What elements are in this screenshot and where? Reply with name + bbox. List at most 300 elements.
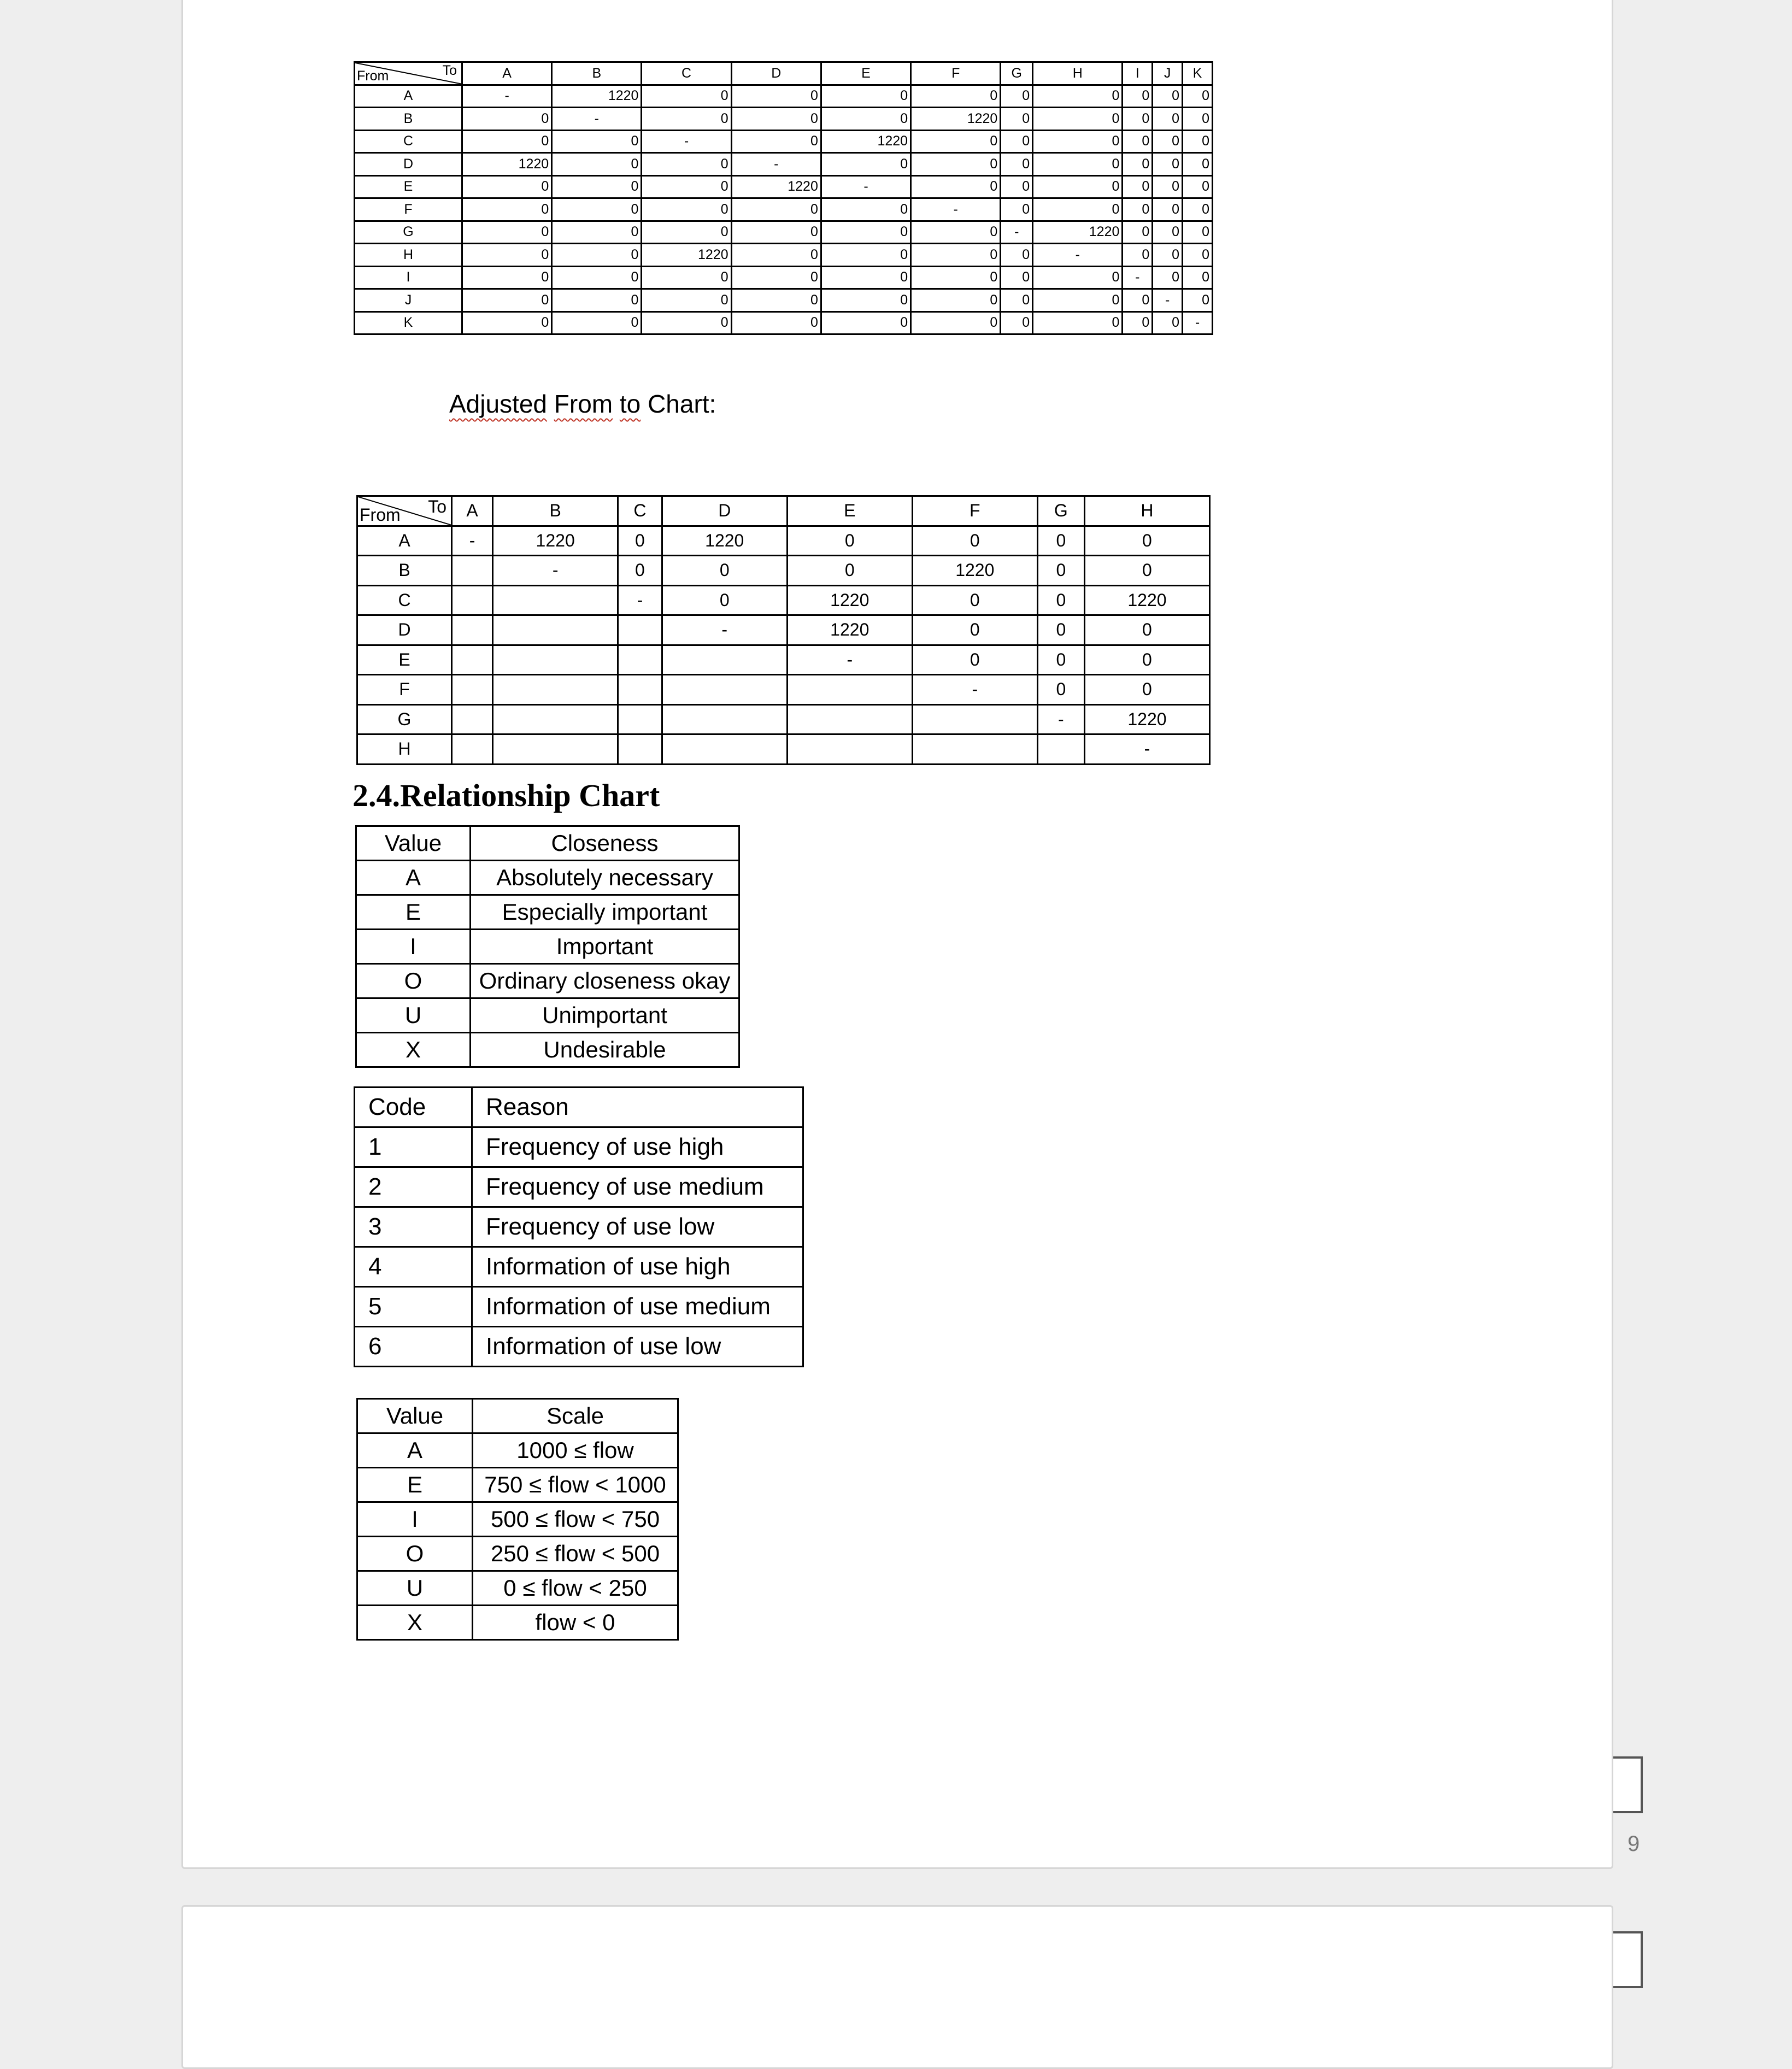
table-cell — [452, 675, 493, 705]
table-cell — [662, 645, 787, 675]
column-header: Scale — [473, 1399, 678, 1433]
table-cell: 0 — [731, 85, 821, 108]
table-cell — [452, 734, 493, 765]
table-cell: 0 — [642, 221, 731, 244]
table-cell: - — [821, 175, 910, 198]
table-cell: - — [911, 198, 1001, 221]
table-cell: 0 — [1123, 85, 1153, 108]
table-cell: 0 — [1037, 526, 1084, 556]
row-header: B — [357, 556, 452, 586]
table-cell: - — [1153, 289, 1183, 312]
table-cell: 1220 — [1084, 585, 1209, 615]
table-cell: - — [552, 108, 642, 131]
table-cell: 0 — [1153, 244, 1183, 267]
table-cell: I — [356, 930, 471, 964]
table-cell: 0 — [1153, 130, 1183, 153]
page-side-marker — [1613, 1931, 1643, 1988]
table-cell: 0 — [731, 221, 821, 244]
table-row — [355, 1287, 803, 1327]
table-cell: 250 ≤ flow < 500 — [473, 1537, 678, 1571]
table-row — [355, 198, 1213, 221]
table-cell: 0 — [1183, 130, 1213, 153]
table-cell: - — [452, 526, 493, 556]
table-cell: 0 — [1037, 556, 1084, 586]
table-cell — [618, 675, 662, 705]
scale-table — [356, 1398, 679, 1641]
table-cell: 0 — [1037, 615, 1084, 645]
table-cell: 0 — [1001, 175, 1033, 198]
table-cell: U — [357, 1571, 473, 1606]
table-cell: 0 — [1001, 108, 1033, 131]
table-cell — [493, 734, 618, 765]
table-cell: 0 — [911, 266, 1001, 289]
table-cell: 0 — [821, 85, 910, 108]
table-cell — [618, 704, 662, 734]
table-cell: 0 — [1123, 221, 1153, 244]
table-row — [355, 266, 1213, 289]
table-row — [355, 1207, 803, 1247]
table-cell: 0 — [552, 153, 642, 176]
table-cell: 0 — [912, 615, 1037, 645]
table-cell: 0 — [1001, 266, 1033, 289]
table-cell: 0 — [1183, 289, 1213, 312]
table-cell: 0 — [912, 526, 1037, 556]
column-header: H — [1033, 62, 1123, 85]
table-cell: 1220 — [911, 108, 1001, 131]
column-header: J — [1153, 62, 1183, 85]
closeness-table — [355, 825, 740, 1068]
table-cell: 0 — [911, 289, 1001, 312]
table-cell: 0 — [1153, 85, 1183, 108]
table-cell — [787, 675, 912, 705]
row-header: C — [355, 130, 462, 153]
table-row — [357, 704, 1210, 734]
table-cell: 0 — [731, 198, 821, 221]
table-cell: flow < 0 — [473, 1606, 678, 1640]
table-cell: 0 — [1183, 153, 1213, 176]
table-row — [356, 964, 739, 998]
table-cell — [452, 556, 493, 586]
table-cell: O — [357, 1537, 473, 1571]
table-cell: Ordinary closeness okay — [471, 964, 739, 998]
table-cell: 1220 — [912, 556, 1037, 586]
table-cell: 1220 — [787, 585, 912, 615]
table-cell: Absolutely necessary — [471, 861, 739, 895]
from-to-chart — [354, 61, 1213, 335]
table-cell: 0 — [1033, 198, 1123, 221]
reason-table — [354, 1086, 804, 1367]
table-cell: 0 — [1001, 198, 1033, 221]
table-cell: - — [1033, 244, 1123, 267]
table-cell: 0 — [912, 585, 1037, 615]
table-row — [357, 615, 1210, 645]
table-cell — [452, 585, 493, 615]
row-header: A — [357, 526, 452, 556]
table-cell: - — [787, 645, 912, 675]
table-cell: 4 — [355, 1247, 472, 1287]
table-cell: 0 — [1183, 221, 1213, 244]
table-cell: 0 — [821, 244, 910, 267]
table-cell: 0 — [1084, 645, 1209, 675]
header-row — [355, 62, 1213, 85]
column-header: Reason — [472, 1088, 803, 1127]
table-row — [357, 734, 1210, 765]
table-cell: 1220 — [1033, 221, 1123, 244]
table-row — [355, 1127, 803, 1167]
table-cell — [912, 734, 1037, 765]
column-header: C — [618, 496, 662, 526]
row-header: I — [355, 266, 462, 289]
table-cell: 0 — [1183, 266, 1213, 289]
table-cell: E — [356, 895, 471, 930]
table-row — [356, 895, 739, 930]
table-cell: 0 — [1153, 311, 1183, 334]
table-cell: U — [356, 998, 471, 1033]
table-row — [357, 585, 1210, 615]
table-cell: - — [1123, 266, 1153, 289]
table-cell: 0 — [642, 108, 731, 131]
row-header: J — [355, 289, 462, 312]
column-header: Code — [355, 1088, 472, 1127]
table-cell: Information of use medium — [472, 1287, 803, 1327]
table-cell: 0 — [911, 311, 1001, 334]
table-cell: 750 ≤ flow < 1000 — [473, 1468, 678, 1502]
table-row — [356, 998, 739, 1033]
table-cell: 0 — [552, 198, 642, 221]
table-cell: 0 — [821, 221, 910, 244]
row-header: B — [355, 108, 462, 131]
table-row — [357, 1433, 678, 1468]
table-row — [356, 1033, 739, 1067]
table-cell: - — [493, 556, 618, 586]
table-cell: 0 — [1123, 175, 1153, 198]
table-cell: 0 — [642, 198, 731, 221]
table-cell: 0 — [1084, 615, 1209, 645]
table-cell: 5 — [355, 1287, 472, 1327]
table-cell — [452, 615, 493, 645]
row-header: K — [355, 311, 462, 334]
table-cell: 0 — [1033, 153, 1123, 176]
table-cell: A — [357, 1433, 473, 1468]
table-cell: 0 — [462, 198, 552, 221]
table-cell: - — [642, 130, 731, 153]
table-cell: Frequency of use low — [472, 1207, 803, 1247]
table-cell: - — [912, 675, 1037, 705]
table-cell: 3 — [355, 1207, 472, 1247]
table-cell: 0 — [911, 85, 1001, 108]
table-cell: 0 — [552, 221, 642, 244]
table-cell: Especially important — [471, 895, 739, 930]
table-cell: 0 — [552, 130, 642, 153]
table-cell: 0 — [1033, 289, 1123, 312]
table-cell: 0 — [618, 526, 662, 556]
header-row — [356, 826, 739, 861]
table-cell: 0 — [911, 153, 1001, 176]
table-cell: 0 — [618, 556, 662, 586]
table-cell: Information of use high — [472, 1247, 803, 1287]
table-cell: 0 — [731, 311, 821, 334]
table-cell: 0 — [1084, 675, 1209, 705]
table-cell: 0 — [462, 108, 552, 131]
table-row — [357, 675, 1210, 705]
table-row — [355, 85, 1213, 108]
table-cell: 0 — [662, 556, 787, 586]
table-cell: 0 — [912, 645, 1037, 675]
row-header: G — [357, 704, 452, 734]
corner-cell — [355, 62, 462, 85]
corner-from-label: From — [357, 68, 389, 84]
page-number: 9 — [1628, 1832, 1640, 1856]
table-cell: 2 — [355, 1167, 472, 1207]
header-row — [355, 1088, 803, 1127]
table-cell — [618, 615, 662, 645]
table-cell: 0 — [731, 130, 821, 153]
table-cell: 1220 — [493, 526, 618, 556]
table-cell: 0 — [1153, 108, 1183, 131]
table-cell: A — [356, 861, 471, 895]
table-cell: 6 — [355, 1327, 472, 1367]
table-cell — [787, 704, 912, 734]
column-header: E — [787, 496, 912, 526]
table-cell: 0 — [1033, 266, 1123, 289]
corner-cell — [357, 496, 452, 526]
table-cell: - — [618, 585, 662, 615]
table-cell: 0 — [911, 130, 1001, 153]
table-cell: 0 — [1183, 85, 1213, 108]
table-cell: Frequency of use high — [472, 1127, 803, 1167]
table-cell: 0 — [1033, 108, 1123, 131]
table-cell — [493, 675, 618, 705]
table-cell: 0 — [552, 266, 642, 289]
table-cell: 0 — [1037, 645, 1084, 675]
table-cell: 0 — [821, 108, 910, 131]
column-header: F — [911, 62, 1001, 85]
table-row — [355, 1327, 803, 1367]
table-cell: 1220 — [787, 615, 912, 645]
table-cell: 0 — [462, 175, 552, 198]
table-cell: 500 ≤ flow < 750 — [473, 1502, 678, 1537]
table-cell: - — [462, 85, 552, 108]
table-row — [357, 1537, 678, 1571]
row-header: A — [355, 85, 462, 108]
table-cell: Important — [471, 930, 739, 964]
table-cell: 0 — [1084, 556, 1209, 586]
table-cell: 1220 — [552, 85, 642, 108]
adjusted-chart-caption: Adjusted From to Chart: — [449, 390, 716, 418]
next-document-page — [181, 1905, 1613, 2069]
table-cell — [618, 734, 662, 765]
column-header: A — [452, 496, 493, 526]
header-row — [357, 1399, 678, 1433]
table-cell: 0 — [1001, 153, 1033, 176]
table-cell: 1000 ≤ flow — [473, 1433, 678, 1468]
table-cell: 0 — [1183, 244, 1213, 267]
table-row — [357, 1468, 678, 1502]
table-cell — [662, 734, 787, 765]
table-cell: 0 — [552, 175, 642, 198]
table-cell: 0 — [462, 266, 552, 289]
table-cell: 0 — [1001, 311, 1033, 334]
column-header: H — [1084, 496, 1209, 526]
table-cell: 0 — [462, 130, 552, 153]
table-cell: 0 — [1123, 311, 1153, 334]
table-cell: E — [357, 1468, 473, 1502]
row-header: F — [357, 675, 452, 705]
table-cell: 0 — [642, 311, 731, 334]
corner-to-label: To — [442, 63, 457, 78]
table-cell: 0 ≤ flow < 250 — [473, 1571, 678, 1606]
table-row — [355, 244, 1213, 267]
table-cell: 0 — [642, 85, 731, 108]
table-cell: 0 — [1183, 108, 1213, 131]
table-cell: X — [357, 1606, 473, 1640]
row-header: D — [355, 153, 462, 176]
row-header: H — [357, 734, 452, 765]
row-header: H — [355, 244, 462, 267]
column-header: K — [1183, 62, 1213, 85]
table-cell: O — [356, 964, 471, 998]
column-header: Value — [357, 1399, 473, 1433]
table-cell: 0 — [462, 311, 552, 334]
corner-from-label: From — [360, 504, 401, 525]
table-cell — [787, 734, 912, 765]
row-header: G — [355, 221, 462, 244]
column-header: B — [552, 62, 642, 85]
column-header: A — [462, 62, 552, 85]
table-cell: 0 — [642, 289, 731, 312]
table-cell: 0 — [1033, 85, 1123, 108]
table-cell: - — [1183, 311, 1213, 334]
table-row — [355, 1247, 803, 1287]
table-cell: 1220 — [731, 175, 821, 198]
table-cell: 0 — [462, 221, 552, 244]
table-row — [355, 1167, 803, 1207]
table-cell: 0 — [1037, 675, 1084, 705]
adjusted-from-to-chart — [356, 495, 1211, 765]
table-row — [356, 861, 739, 895]
table-row — [357, 526, 1210, 556]
table-row — [357, 556, 1210, 586]
table-cell: 0 — [552, 289, 642, 312]
table-cell: 0 — [642, 266, 731, 289]
table-cell: - — [1001, 221, 1033, 244]
table-row — [355, 153, 1213, 176]
table-cell: 0 — [821, 198, 910, 221]
table-cell — [1037, 734, 1084, 765]
table-cell: 0 — [787, 526, 912, 556]
table-cell: 0 — [911, 244, 1001, 267]
table-cell: 0 — [731, 266, 821, 289]
table-row — [355, 221, 1213, 244]
column-header: C — [642, 62, 731, 85]
table-cell: 0 — [1153, 221, 1183, 244]
table-cell — [662, 704, 787, 734]
table-cell — [493, 585, 618, 615]
table-cell: 0 — [662, 585, 787, 615]
table-cell — [493, 645, 618, 675]
table-row — [355, 311, 1213, 334]
column-header: D — [731, 62, 821, 85]
table-cell: 0 — [787, 556, 912, 586]
table-cell: 0 — [462, 289, 552, 312]
table-cell: 0 — [731, 244, 821, 267]
table-cell: 0 — [1123, 289, 1153, 312]
table-cell: 1 — [355, 1127, 472, 1167]
table-cell: 0 — [911, 221, 1001, 244]
section-heading: 2.4.Relationship Chart — [352, 778, 660, 813]
column-header: G — [1001, 62, 1033, 85]
table-cell: 0 — [731, 289, 821, 312]
table-cell: - — [1084, 734, 1209, 765]
table-cell: 1220 — [821, 130, 910, 153]
row-header: C — [357, 585, 452, 615]
page-side-marker — [1613, 1756, 1643, 1813]
table-cell: 0 — [1037, 585, 1084, 615]
table-cell: 0 — [1033, 175, 1123, 198]
table-row — [356, 930, 739, 964]
table-cell: - — [1037, 704, 1084, 734]
table-cell: X — [356, 1033, 471, 1067]
table-row — [357, 1502, 678, 1537]
row-header: D — [357, 615, 452, 645]
table-cell: 0 — [1001, 85, 1033, 108]
table-row — [357, 1606, 678, 1640]
table-row — [355, 289, 1213, 312]
table-cell: - — [731, 153, 821, 176]
table-cell: 0 — [552, 244, 642, 267]
table-cell: 0 — [1001, 289, 1033, 312]
table-cell: 0 — [911, 175, 1001, 198]
table-cell: 0 — [1153, 175, 1183, 198]
column-header: E — [821, 62, 910, 85]
row-header: E — [355, 175, 462, 198]
table-cell: 0 — [1123, 244, 1153, 267]
corner-to-label: To — [428, 497, 446, 516]
table-cell: 1220 — [642, 244, 731, 267]
table-cell: 0 — [1123, 108, 1153, 131]
table-cell: 0 — [1001, 244, 1033, 267]
table-cell: 0 — [642, 153, 731, 176]
table-cell: 0 — [1001, 130, 1033, 153]
table-cell — [912, 704, 1037, 734]
table-row — [357, 1571, 678, 1606]
column-header: I — [1123, 62, 1153, 85]
row-header: F — [355, 198, 462, 221]
table-cell: 0 — [821, 266, 910, 289]
table-cell: 0 — [821, 311, 910, 334]
table-cell: I — [357, 1502, 473, 1537]
table-cell: 0 — [1183, 175, 1213, 198]
column-header: F — [912, 496, 1037, 526]
table-row — [355, 175, 1213, 198]
table-cell: Frequency of use medium — [472, 1167, 803, 1207]
table-cell — [452, 704, 493, 734]
table-cell: 0 — [1153, 198, 1183, 221]
table-cell: Information of use low — [472, 1327, 803, 1367]
table-cell — [493, 615, 618, 645]
table-cell — [452, 645, 493, 675]
table-cell: 1220 — [1084, 704, 1209, 734]
table-cell: 0 — [1123, 198, 1153, 221]
column-header: B — [493, 496, 618, 526]
column-header: Closeness — [471, 826, 739, 861]
table-cell: 0 — [821, 153, 910, 176]
table-cell: 0 — [1123, 130, 1153, 153]
table-cell — [493, 704, 618, 734]
table-cell: 0 — [1183, 198, 1213, 221]
header-row — [357, 496, 1210, 526]
table-cell: 0 — [1084, 526, 1209, 556]
